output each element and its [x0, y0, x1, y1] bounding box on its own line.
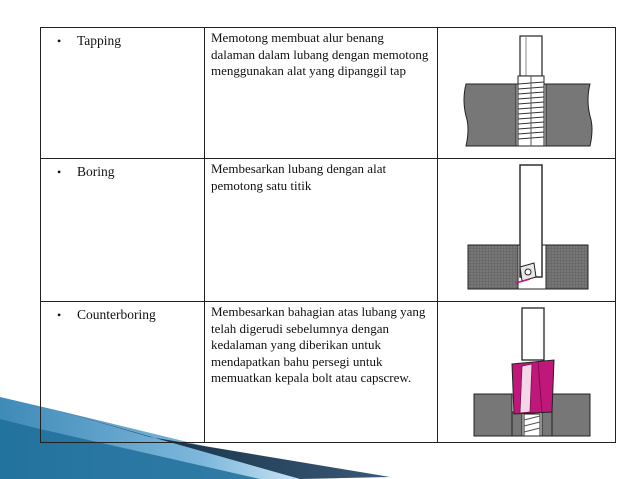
operation-description: Membesarkan lubang dengan alat pemotong satu titik — [211, 161, 387, 193]
boring-tool-icon — [438, 159, 615, 301]
counterboring-tool-icon — [438, 302, 615, 442]
operation-name: Counterboring — [77, 307, 156, 322]
table-row — [41, 302, 616, 443]
operation-name: Tapping — [77, 33, 122, 48]
operations-table — [40, 27, 616, 443]
table-row — [41, 159, 616, 302]
table-row — [41, 28, 616, 159]
bullet: • — [57, 165, 62, 179]
operation-description: Membesarkan bahagian atas lubang yang telah digerudi sebelumnya dengan kedalaman yang diberikan untuk mendapatkan bahu persegi untuk memuatkan kepala bolt atau capscrew. — [211, 304, 426, 385]
operation-name: Boring — [77, 164, 115, 179]
operation-description: Memotong membuat alur benang dalaman dalam lubang dengan memotong menggunakan alat yang dipanggil tap — [211, 30, 429, 78]
tapping-tool-icon — [438, 28, 615, 158]
bullet: • — [57, 308, 62, 322]
bullet: • — [57, 34, 62, 48]
